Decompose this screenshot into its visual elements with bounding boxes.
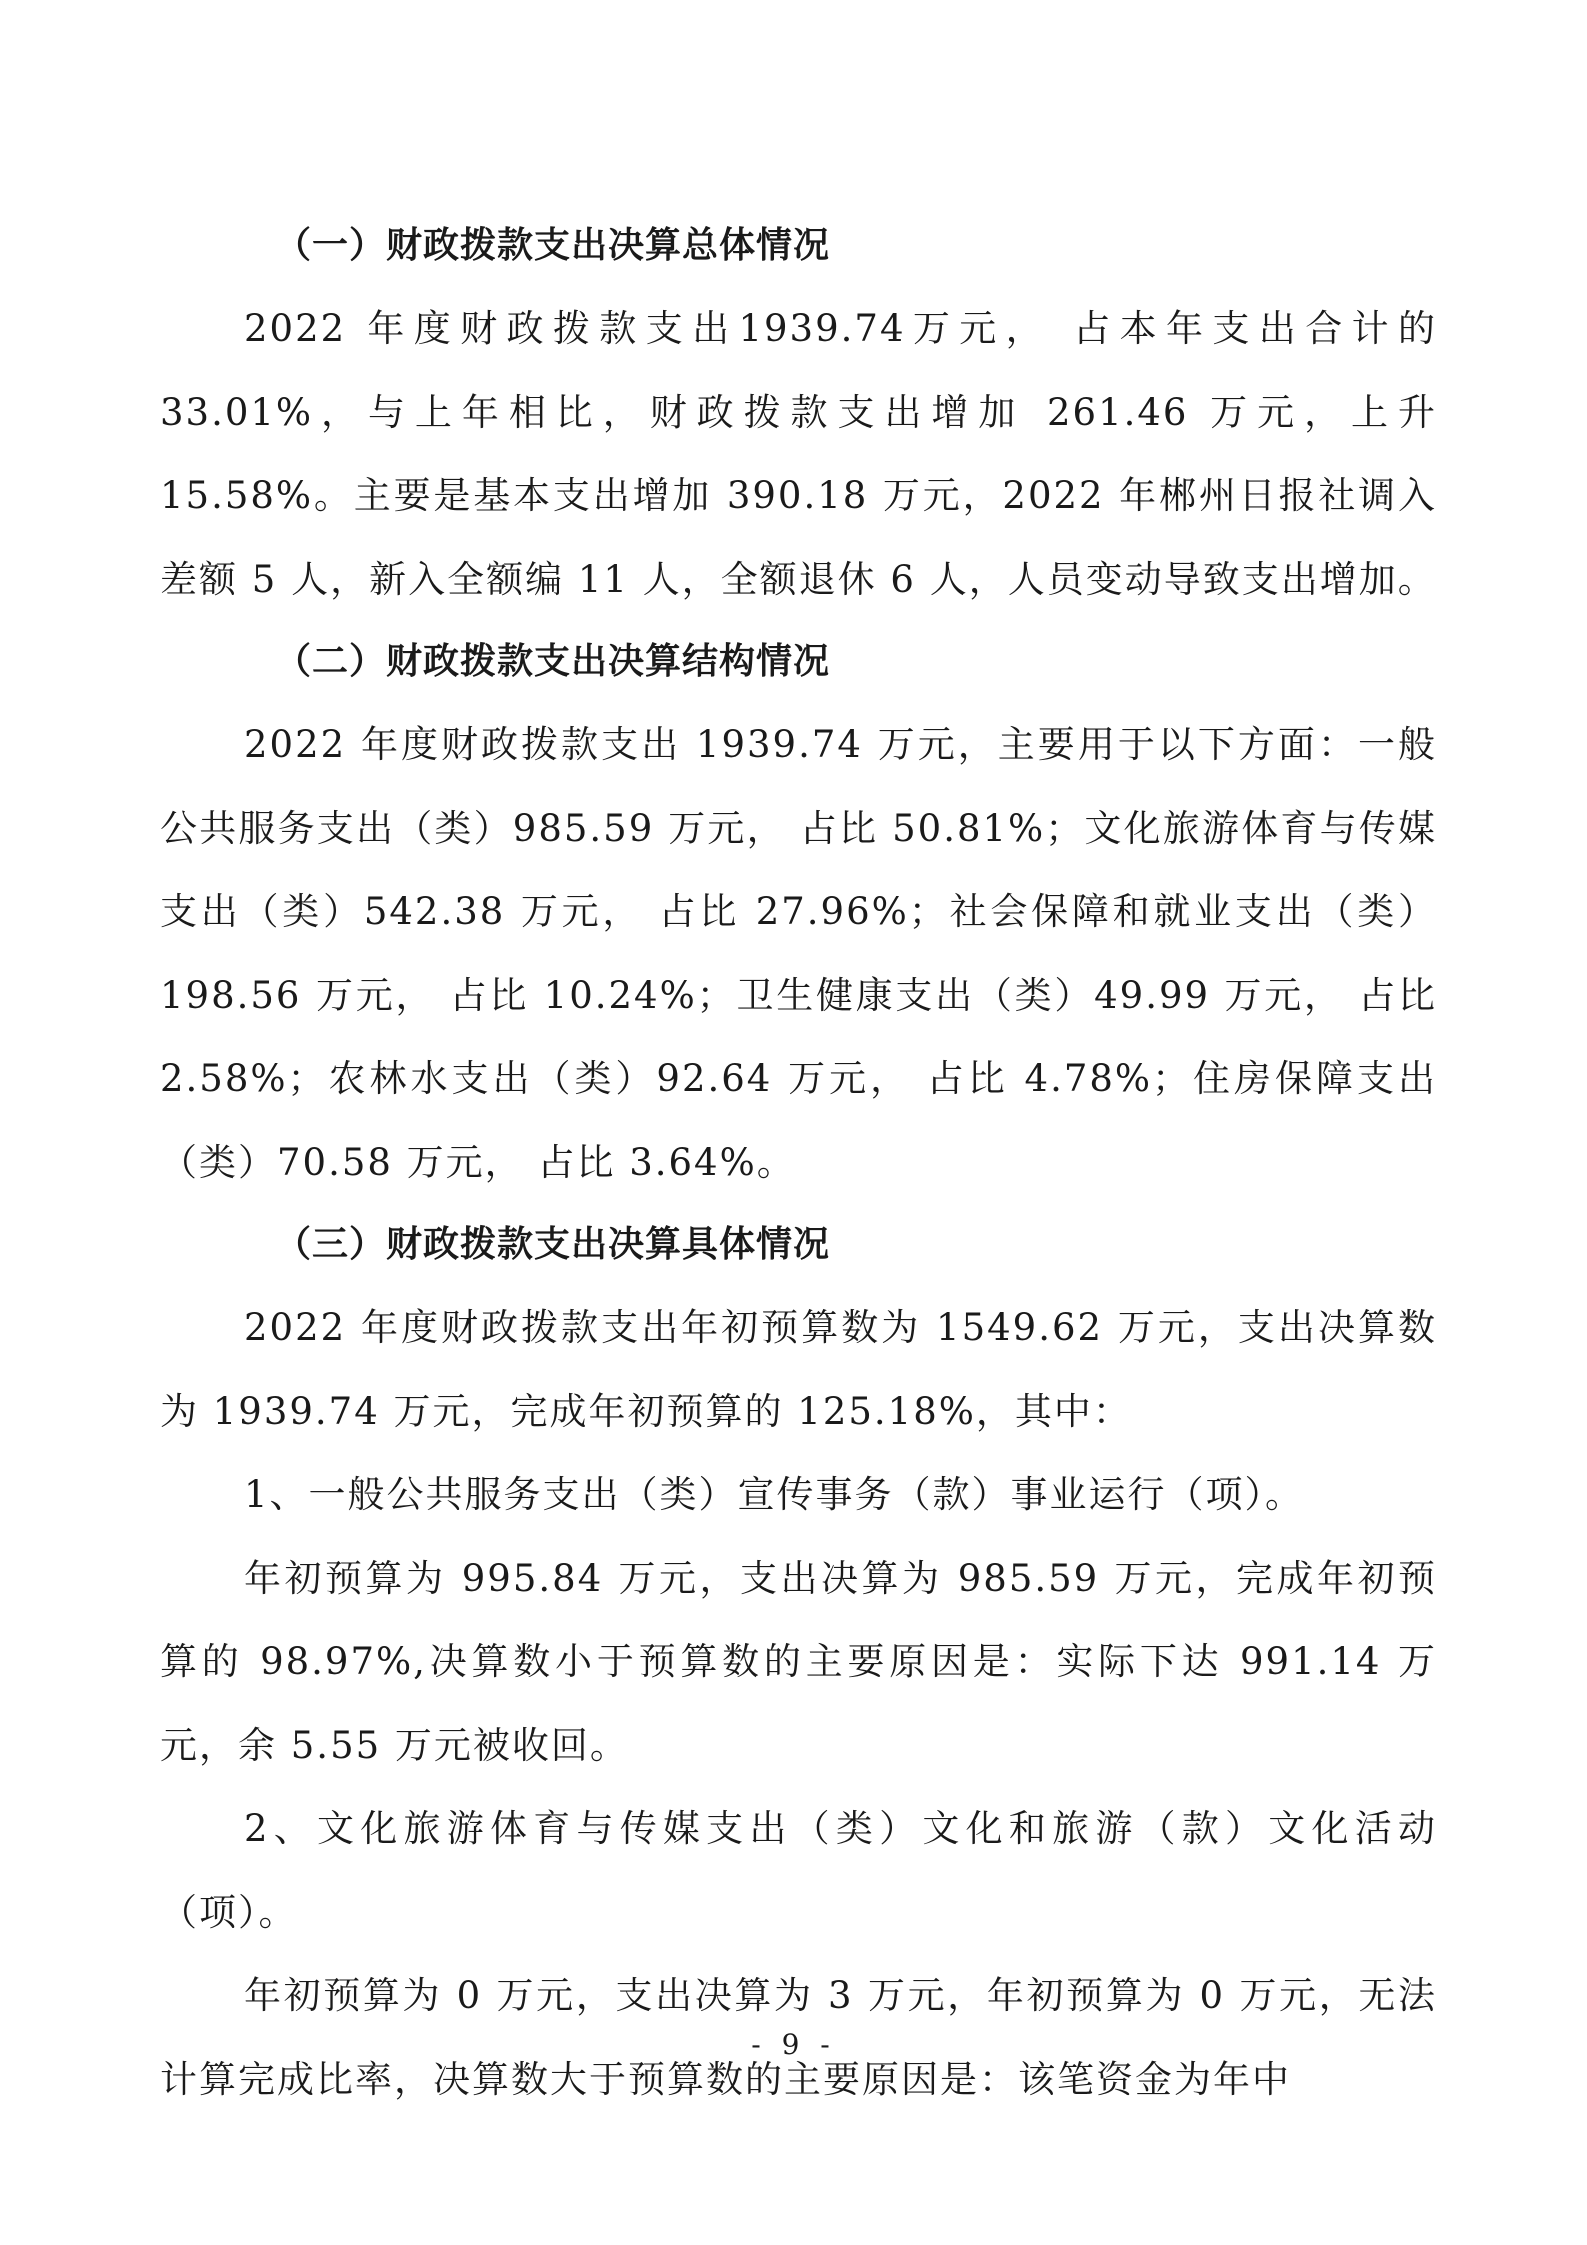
- paragraph: 1、一般公共服务支出（类）宣传事务（款）事业运行（项）。: [244, 1473, 1305, 1516]
- paragraph: 2022 年度财政拨款支出 1939.74 万元，主要用于以下方面：一般公共服务支出（类）985.59 万元， 占比 50.81%；文化旅游体育与传媒支出（类）542.38 万元， 占比 27.96%；社会保障和就业支出（类）198.56 万元， 占比 10.24%；卫生健康支出（类）49.99 万元， 占比 2.58%；农林水支出（类）92.64 万元， 占比 4.78%；住房保障支出（类）70.58 万元， 占比 3.64%。: [160, 723, 1437, 1184]
- section-heading-1: （一）财政拨款支出决算总体情况: [275, 225, 831, 266]
- paragraph: 2022 年度财政拨款支出1939.74万元， 占本年支出合计的33.01%，与上年相比，财政拨款支出增加 261.46 万元，上升 15.58%。主要是基本支出增加 390.18 万元，2022 年郴州日报社调入差额 5 人，新入全额编 11 人，全额退休 6 人，人员变动导致支出增加。: [160, 307, 1437, 601]
- section-heading-3: （三）财政拨款支出决算具体情况: [275, 1224, 831, 1265]
- paragraph: 2、文化旅游体育与传媒支出（类）文化和旅游（款）文化活动（项）。: [160, 1807, 1437, 1934]
- paragraph: 年初预算为 0 万元，支出决算为 3 万元，年初预算为 0 万元，无法计算完成比率，决算数大于预算数的主要原因是：该笔资金为年中: [160, 1974, 1437, 2101]
- section-heading-2: （二）财政拨款支出决算结构情况: [275, 641, 831, 682]
- paragraph: 年初预算为 995.84 万元，支出决算为 985.59 万元，完成年初预算的 98.97%,决算数小于预算数的主要原因是：实际下达 991.14 万元，余 5.55 万元被收回。: [160, 1556, 1437, 1767]
- document-body: [160, 205, 1437, 2121]
- page-number: - 9 -: [751, 2028, 836, 2061]
- paragraph: 2022 年度财政拨款支出年初预算数为 1549.62 万元，支出决算数为 1939.74 万元，完成年初预算的 125.18%，其中：: [160, 1306, 1437, 1433]
